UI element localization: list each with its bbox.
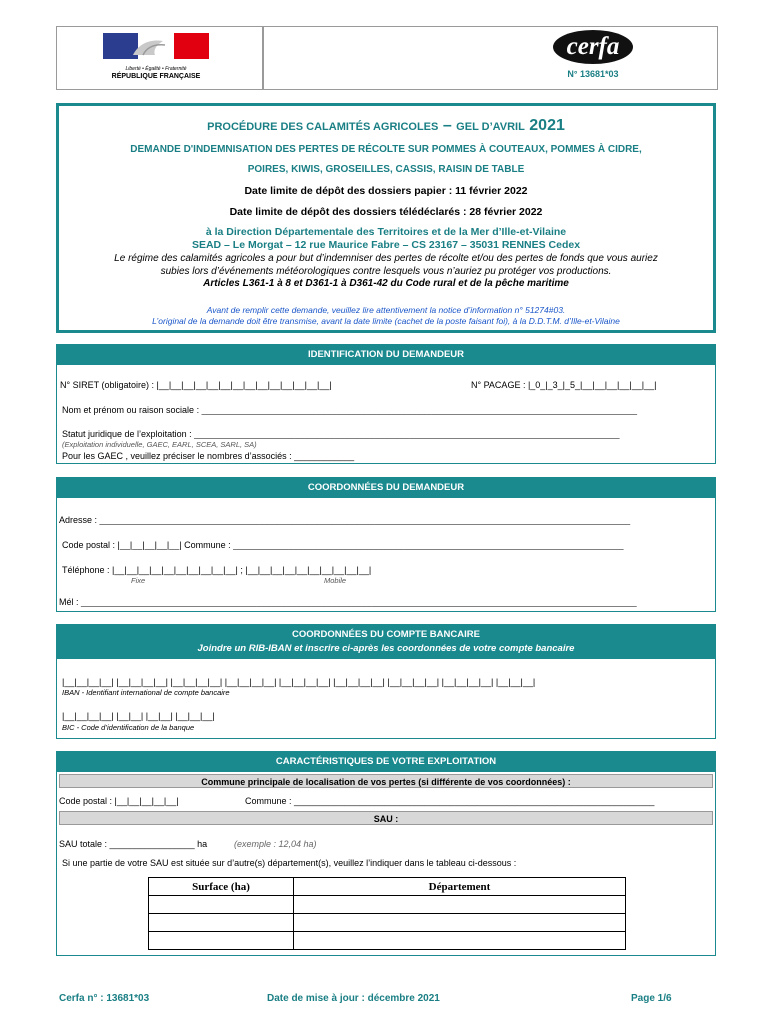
- surface-table-header: [149, 878, 626, 896]
- deadline-online: Date limite de dépôt des dossiers télédéclarés : 28 février 2022: [229, 206, 543, 218]
- footer-cerfa: Cerfa n° : 13681*03: [59, 993, 150, 1004]
- section-exploitation-heading: CARACTÉRISTIQUES DE VOTRE EXPLOITATION: [57, 752, 715, 772]
- table-row: [149, 914, 626, 932]
- pacage-field[interactable]: N° PACAGE : |_0_|_3_|_5_|__|__|__|__|__|__|: [471, 380, 657, 390]
- sau-bar: SAU :: [59, 811, 713, 825]
- departement-header: Département: [294, 878, 626, 896]
- banque-subheading: Joindre un RIB-IBAN et inscrire ci-après les coordonnées de votre compte bancaire: [197, 643, 575, 654]
- surface-cell[interactable]: [149, 932, 294, 950]
- departement-cell[interactable]: [294, 896, 626, 914]
- sau-example: (exemple : 12,04 ha): [234, 839, 317, 849]
- footer-date: Date de mise à jour : décembre 2021: [267, 993, 440, 1004]
- exploitation-code-postal-field[interactable]: Code postal : |__|__|__|__|__|: [59, 796, 179, 806]
- code-postal-field[interactable]: Code postal : |__|__|__|__|__| Commune : ______________________________________________________________________________: [62, 540, 624, 550]
- title-line-3: POIRES, KIWIS, GROSEILLES, CASSIS, RAISIN DE TABLE: [247, 164, 525, 175]
- articles: Articles L361-1 à 8 et D361-1 à D361-42 du Code rural et de la pêche maritime: [203, 278, 569, 289]
- exploitation-commune-field[interactable]: Commune : ________________________________________________________________________: [245, 796, 655, 806]
- republique-logo: [103, 33, 209, 81]
- title-year: 2021: [529, 117, 565, 134]
- republique-motto: Liberté • Égalité • Fraternité: [125, 66, 187, 72]
- notice-line-1: Avant de remplir cette demande, veuillez lire attentivement la notice d’information n° 51274#03.: [206, 305, 566, 315]
- telephone-mobile-label: Mobile: [324, 576, 347, 585]
- surface-cell[interactable]: [149, 896, 294, 914]
- cerfa-number: N° 13681*03: [567, 69, 619, 79]
- header-right-box: [262, 26, 718, 90]
- statut-field[interactable]: Statut juridique de l’exploitation : _____________________________________________________________________________________: [62, 429, 620, 439]
- section-banque-heading: [57, 625, 715, 659]
- banque-heading: COORDONNÉES DU COMPTE BANCAIRE: [292, 629, 480, 640]
- bic-field[interactable]: |__|__|__|__| |__|__| |__|__| |__|__|__|: [62, 711, 215, 721]
- mel-field[interactable]: Mél : _______________________________________________________________________________________________________________: [59, 597, 637, 607]
- iban-field[interactable]: |__|__|__|__| |__|__|__|__| |__|__|__|__| |__|__|__|__| |__|__|__|__| |__|__|__|__| |__|__|__|__| |__|__|__|__| |__|__|__|: [62, 677, 536, 687]
- footer-page: Page 1/6: [631, 993, 672, 1004]
- statut-hint: (Exploitation individuelle, GAEC, EARL, SCEA, SARL, SA): [62, 440, 257, 449]
- departement-cell[interactable]: [294, 914, 626, 932]
- table-row: [149, 932, 626, 950]
- bic-hint: BIC - Code d’identification de la banque: [62, 723, 195, 732]
- title-procedure: PROCÉDURE DES CALAMITÉS AGRICOLES: [207, 121, 439, 133]
- title-line-2: DEMANDE D'INDEMNISATION DES PERTES DE RÉCOLTE SUR POMMES À COUTEAUX, POMMES À CIDRE,: [130, 144, 642, 155]
- sau-note: Si une partie de votre SAU est située sur d’autre(s) département(s), veuillez l’indiquer dans le tableau ci-dessous :: [62, 858, 517, 868]
- marianne-icon: [103, 33, 209, 59]
- regime-line-2: subies lors d’événements météorologiques contre lesquels vous n’auriez pu protéger vos productions.: [160, 266, 612, 277]
- cerfa-logo: [553, 30, 633, 64]
- sau-totale-field[interactable]: SAU totale : _________________ ha: [59, 839, 208, 849]
- surface-cell[interactable]: [149, 914, 294, 932]
- direction: à la Direction Départementale des Territoires et de la Mer d’Ille-et-Vilaine: [205, 226, 567, 238]
- telephone-fixe-label: Fixe: [131, 576, 146, 585]
- title-gel: GEL D’AVRIL: [456, 121, 525, 133]
- commune-bar: Commune principale de localisation de vos pertes (si différente de vos coordonnées) :: [59, 774, 713, 788]
- surface-table: [148, 877, 626, 950]
- republique-name: RÉPUBLIQUE FRANÇAISE: [111, 73, 201, 80]
- telephone-field[interactable]: Téléphone : |__|__|__|__|__|__|__|__|__|__| ; |__|__|__|__|__|__|__|__|__|__|: [62, 565, 372, 575]
- address: SEAD – Le Morgat – 12 rue Maurice Fabre – CS 23167 – 35031 RENNES Cedex: [191, 239, 581, 251]
- section-identification-heading: IDENTIFICATION DU DEMANDEUR: [57, 345, 715, 365]
- title-box: [56, 103, 716, 333]
- regime-line-1: Le régime des calamités agricoles a pour but d’indemniser des pertes de récolte et/ou des pertes de fonds que vous auriez: [114, 253, 658, 264]
- siret-field[interactable]: N° SIRET (obligatoire) : |__|__|__|__|__|__|__|__|__|__|__|__|__|__|: [60, 380, 332, 390]
- table-row: [149, 896, 626, 914]
- nom-field[interactable]: Nom et prénom ou raison sociale : _______________________________________________________________________________________: [62, 405, 638, 415]
- cerfa-logo-text: cerfa: [566, 33, 620, 60]
- deadline-paper: Date limite de dépôt des dossiers papier : 11 février 2022: [244, 185, 528, 197]
- section-coordonnees-heading: COORDONNÉES DU DEMANDEUR: [57, 478, 715, 498]
- adresse-field[interactable]: Adresse : __________________________________________________________________________________________________________: [59, 515, 631, 525]
- iban-hint: IBAN - Identifiant international de compte bancaire: [62, 688, 230, 697]
- surface-header: Surface (ha): [149, 878, 294, 896]
- title-line-1: [59, 117, 713, 135]
- notice-line-2: L’original de la demande doit être transmise, avant la date limite (cachet de la poste faisant foi), à la D.D.T.M. d’Ille-et-Vilaine: [152, 316, 620, 326]
- title-dash: –: [442, 117, 452, 134]
- gaec-field[interactable]: Pour les GAEC , veuillez préciser le nombres d’associés : ____________: [62, 451, 355, 461]
- departement-cell[interactable]: [294, 932, 626, 950]
